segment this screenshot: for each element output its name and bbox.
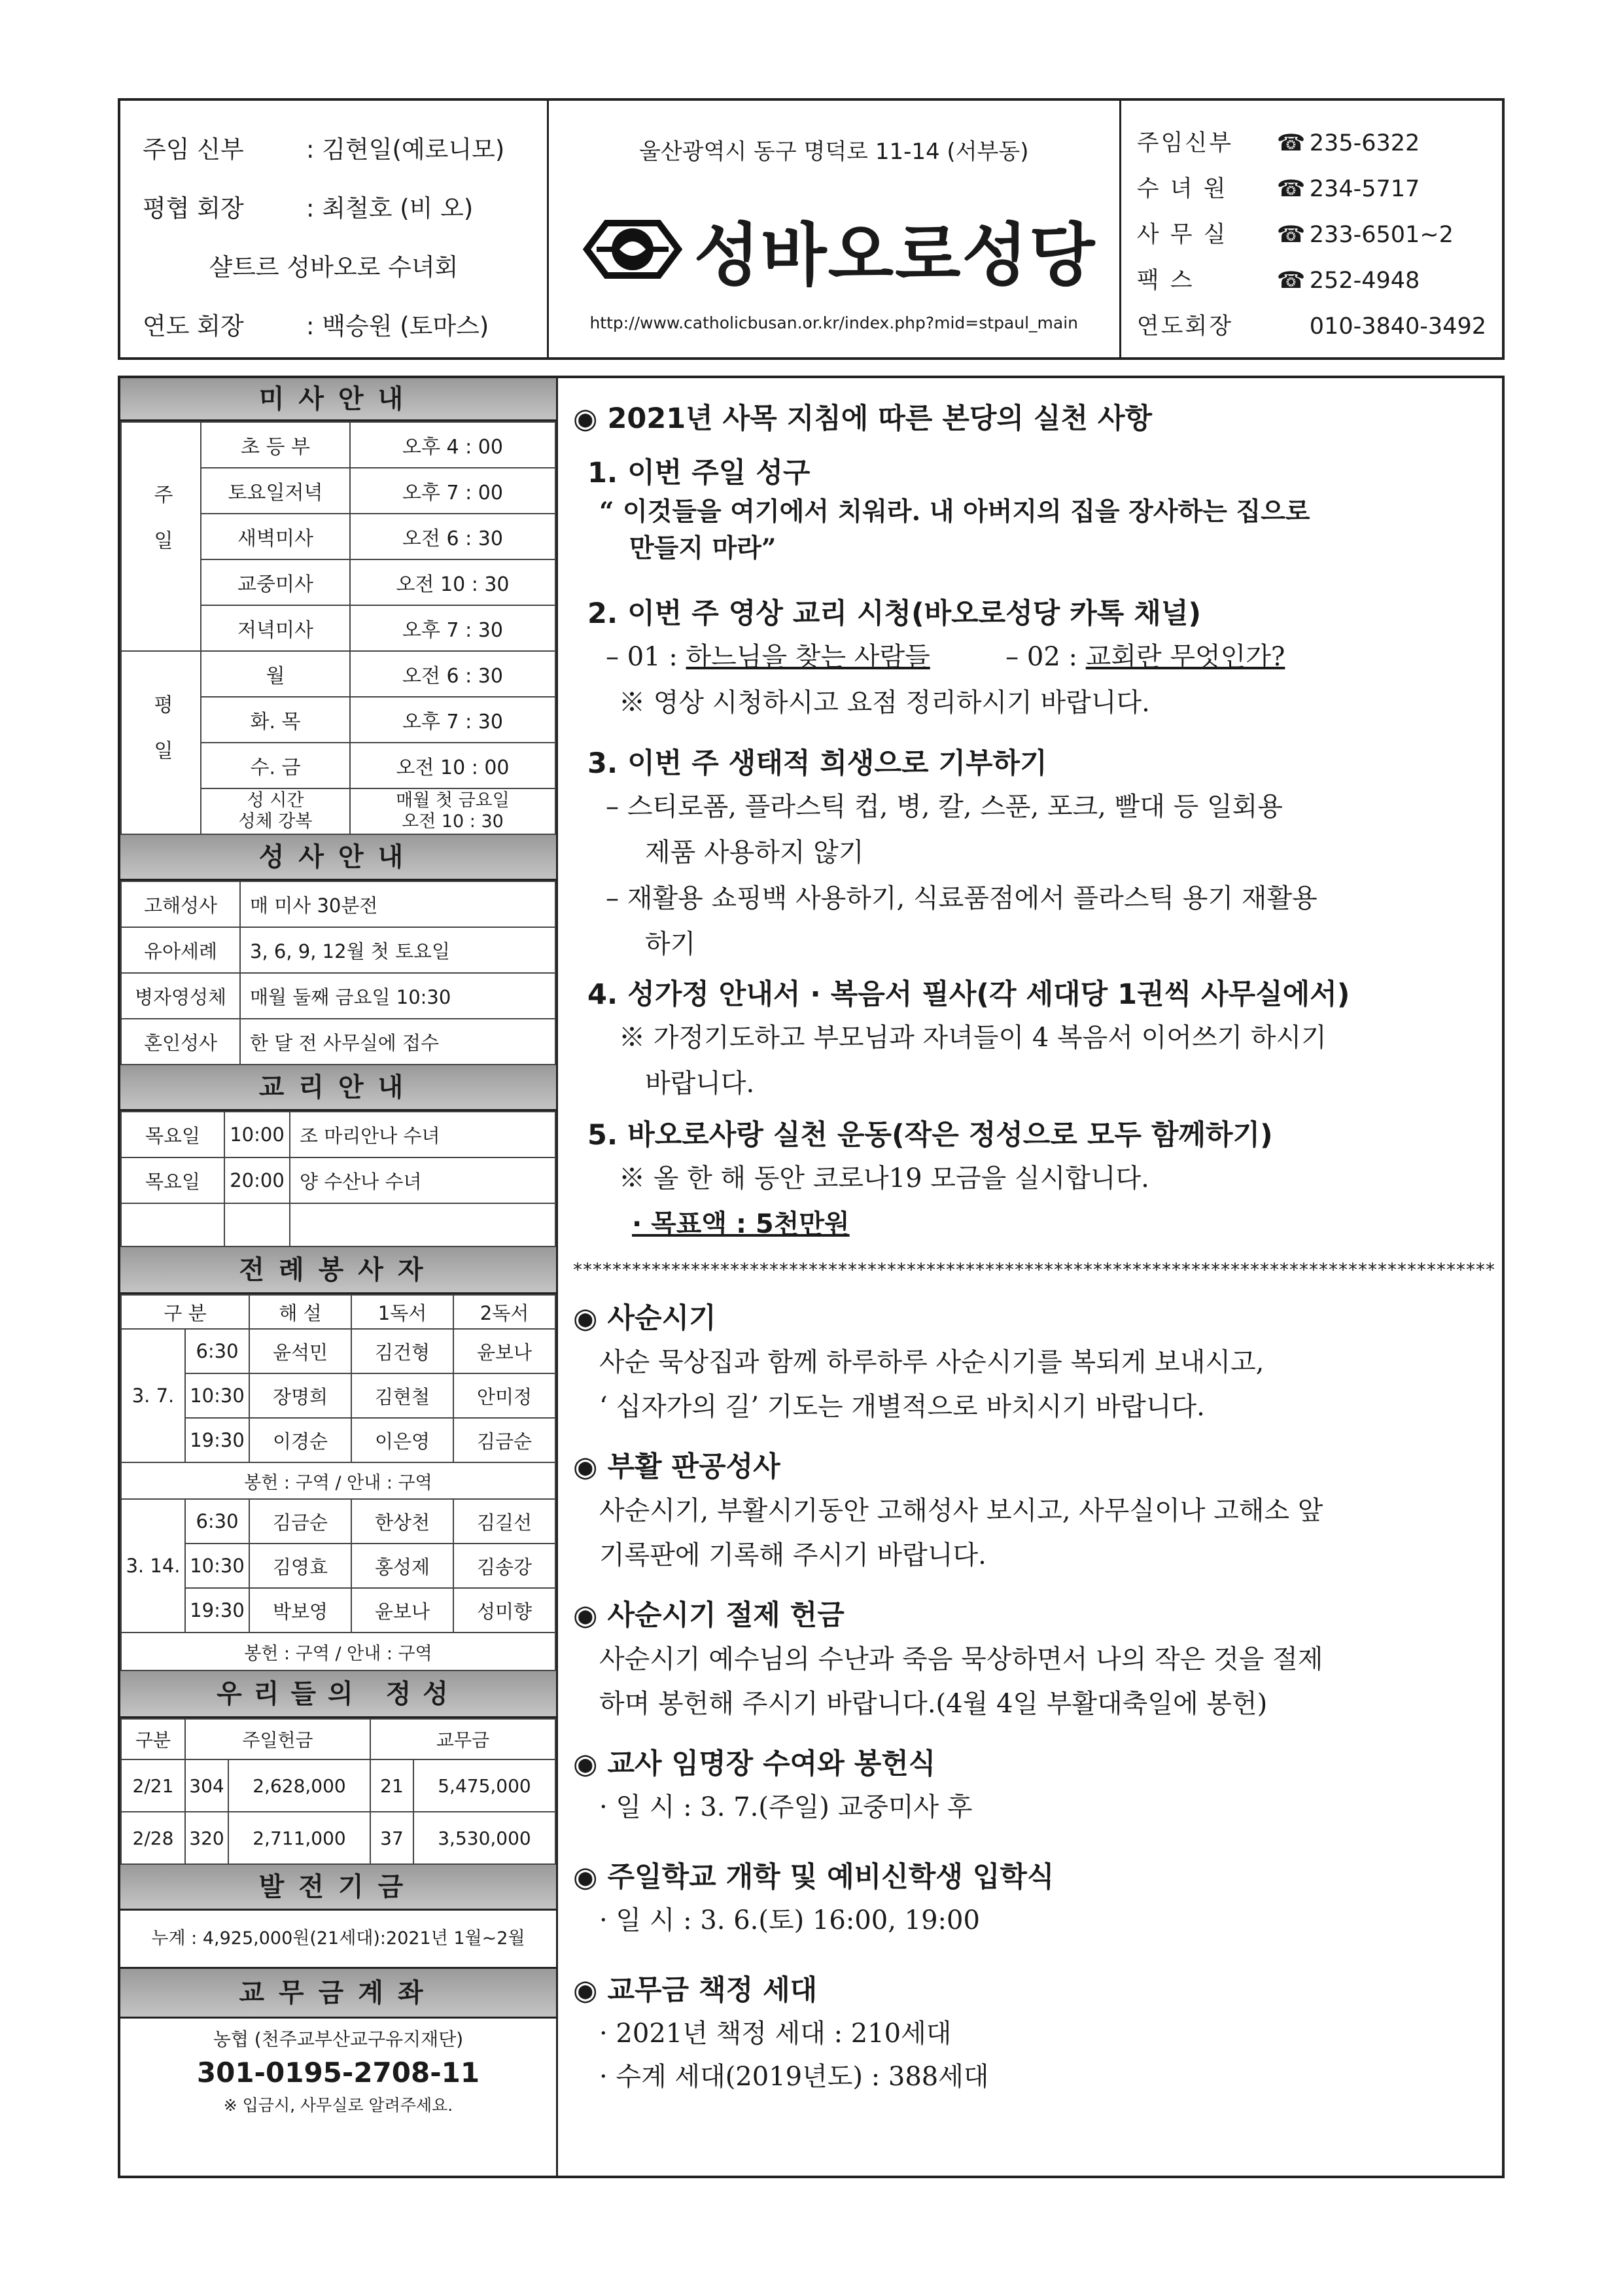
church-emblem-icon [580,210,685,289]
video-list: – 01 : 하느님을 찾는 사람들 – 02 : 교회란 무엇인가? [606,642,1285,672]
pastoral-heading: ◉ 2021년 사목 지침에 따른 본당의 실천 사항 [573,402,1153,435]
doctrine-table: 목요일 10:00 조 마리안나 수녀 목요일 20:00 양 수산나 수녀 [120,1111,556,1247]
notice-teachers: ◉ 교사 임명장 수여와 봉헌식 [573,1748,936,1780]
notice-confession: ◉ 부활 판공성사 [573,1451,780,1483]
weekday-label: 평일 [121,651,201,834]
account-number: 301-0195-2708-11 [196,2057,480,2089]
header-contacts [1121,101,1502,357]
contact-row: 연도회장 010-3840-3492 [1136,313,1486,340]
sacrament-heading: 성사안내 [120,835,556,881]
contact-row: 사 무 실 ☎ 233-6501~2 [1137,212,1486,258]
item-verse: 1. 이번 주일 성구 [587,457,811,489]
notices: ◉ 2021년 사목 지침에 따른 본당의 실천 사항 1. 이번 주일 성구 “ 이것들을 여기에서 치워라. 내 아버지의 집을 장사하는 집으로 만들지 마라” 2. 이번 주 영상 교리 시청(바오로성당 카톡 채널) – 01 : 하느님을 찾는 사람들 – 02 : 교회란 무엇인가? ※ 영상 시청하시고 요점 정리하시기 바랍니다. 3. 이번 주 생태적 희생으로 기부하기 – 스티로폼, 플라스틱 컵, 병, 칼, 스푼, 포크, 빨대 등 일회용 제품 사용하지 않기 – 재활용 쇼핑백 사용하기, 식료품점에서 플라스틱 용기 재활용 하기 4. 성가정 안내서 · 복음서 필사(각 세대당 1권씩 사무실에서) ※ 가정기도하고 부모님과 자녀들이 4 복음서 이어쓰기 하시기 바랍니다. 5. 바오로사랑 실천 운동(작은 정성으로 모두 함께하기) ※ 올 한 해 동안 코로나19 모금을 실시합니다. · 목표액 : 5천만원 ********************************************************************************************** ◉ 사순시기 사순 묵상집과 함께 하루하루 사순시기를 복되게 보내시고, ‘ 십자가의 길’ 기도는 개별적으로 바치시기 바랍니다. ◉ 부활 판공성사 사순시기, 부활시기동안 고해성사 보시고, 사무실이나 고해소 앞 기록판에 기록해 주시기 바랍니다. ◉ 사순시기 절제 헌금 사순시기 예수님의 수난과 죽음 묵상하면서 나의 작은 것을 절제 하며 봉헌해 주시기 바랍니다.(4월 4일 부활대축일에 봉헌) ◉ 교사 임명장 수여와 봉헌식 · 일 시 : 3. 7.(주일) 교중미사 후 ◉ 주일학교 개학 및 예비신학생 입학식 · 일 시 : 3. 6.(토) 16:00, 19:00 ◉ 교무금 책정 세대 · 2021년 책정 세대 : 210세대 · 수계 세대(2019년도) : 388세대 [556,378,1502,2176]
verse-quote-line1: “ 이것들을 여기에서 치워라. 내 아버지의 집을 장사하는 집으로 [599,497,1310,527]
divider: ********************************************************************************************** [573,1259,1495,1280]
doctrine-heading: 교리안내 [120,1065,556,1111]
account-block [120,2019,556,2116]
phone-icon: ☎ [1276,222,1306,248]
sacrament-table: 고해성사 매 미사 30분전 유아세례 3, 6, 9, 12월 첫 토요일 병자영성체 매월 둘째 금요일 10:30 혼인성사 한 달 전 사무실에 접수 [120,881,556,1065]
offering-heading: 우리들의 정성 [120,1671,556,1718]
notice-lent: ◉ 사순시기 [573,1302,716,1335]
notice-households: ◉ 교무금 책정 세대 [573,1974,818,2007]
staff-row: 샬트르 성바오로 수녀회 [209,253,459,281]
offering-table: 구분 주일헌금 교무금 2/21 304 2,628,000 21 5,475,000 2/28 320 2,711,000 37 3,530,000 [120,1718,556,1865]
account-bank: 농협 (천주교부산교구유지재단) [213,2028,464,2050]
mass-table: 주일 초 등 부 오후 4 : 00 토요일저녁 오후 7 : 00 새벽미사 오전 6 : 30 교중미사 오전 10 : 30 저녁미사 오후 7 : 30 평일 월 오전 6 : 30 화. 목 오후 7 : 30 수. 금 오전 10 : 00 성 시간 성체 강복 매월 첫 금요일 오전 10 : 30 [120,421,556,835]
item-ecology: 3. 이번 주 생태적 희생으로 기부하기 [587,747,1047,780]
church-address: 울산광역시 동구 명덕로 11-14 (서부동) [638,139,1029,165]
fund-text: 누계 : 4,925,000원(21세대):2021년 1월~2월 [120,1911,556,1969]
video-link-1[interactable]: 하느님을 찾는 사람들 [686,642,930,672]
fund-heading: 발전기금 [120,1865,556,1911]
info-sidebar [120,378,558,2176]
header-staff [120,101,549,357]
bulletin-body [118,376,1505,2178]
contact-row: 팩 스 ☎ 252-4948 [1137,258,1486,304]
phone-icon: ☎ [1276,176,1306,202]
item-paul-love: 5. 바오로사랑 실천 운동(작은 정성으로 모두 함께하기) [587,1119,1273,1152]
sunday-label: 주일 [121,422,201,651]
account-note: ※ 입금시, 사무실로 알려주세요. [223,2096,453,2115]
video-note: ※ 영상 시청하시고 요점 정리하시기 바랍니다. [619,688,1150,718]
holy-hour-name: 성 시간 성체 강복 [201,788,350,834]
verse-quote-line2: 만들지 마라” [629,533,777,563]
church-logo [580,200,1096,298]
staff-row: 연도 회장 : 백승원 (토마스) [143,312,489,340]
staff-row: 주임 신부 : 김현일(예로니모) [143,135,505,164]
phone-icon: ☎ [1276,268,1306,294]
item-video: 2. 이번 주 영상 교리 시청(바오로성당 카톡 채널) [587,597,1202,630]
phone-icon: ☎ [1276,130,1306,156]
holy-hour-time: 매월 첫 금요일 오전 10 : 30 [350,788,555,834]
church-url[interactable]: http://www.catholicbusan.or.kr/index.php?mid=stpaul_main [589,313,1079,332]
bulletin-page [118,98,1509,2182]
ministers-heading: 전례봉사자 [120,1247,556,1294]
item-family: 4. 성가정 안내서 · 복음서 필사(각 세대당 1권씩 사무실에서) [587,978,1350,1011]
mass-heading: 미사안내 [120,378,556,421]
contact-row: 주임신부 ☎ 235-6322 [1137,120,1486,166]
account-heading: 교무금계좌 [120,1969,556,2019]
contact-row: 수 녀 원 ☎ 234-5717 [1137,166,1486,212]
staff-row: 평협 회장 : 최철호 (비 오) [143,194,474,222]
header-title-block [549,101,1121,357]
ministers-table: 구 분 해 설 1독서 2독서 3. 7. 6:30 윤석민 김건형 윤보나 10:30 장명희 김현철 안미정 19:30 이경순 이은영 김금순 봉헌 : 구역 / 안내 : 구역 3. 14. 6:30 김금순 한상천 김길선 10:30 김영효 홍성제 김송강 19:30 박보영 윤보나 성미향 봉헌 : 구역 / 안내 : 구역 [120,1294,556,1671]
header [118,98,1505,360]
video-link-2[interactable]: 교회란 무엇인가? [1085,642,1285,672]
church-name: 성바오로성당 [693,215,1096,295]
notice-lent-offering: ◉ 사순시기 절제 헌금 [573,1599,845,1632]
notice-sunday-school: ◉ 주일학교 개학 및 예비신학생 입학식 [573,1861,1055,1894]
